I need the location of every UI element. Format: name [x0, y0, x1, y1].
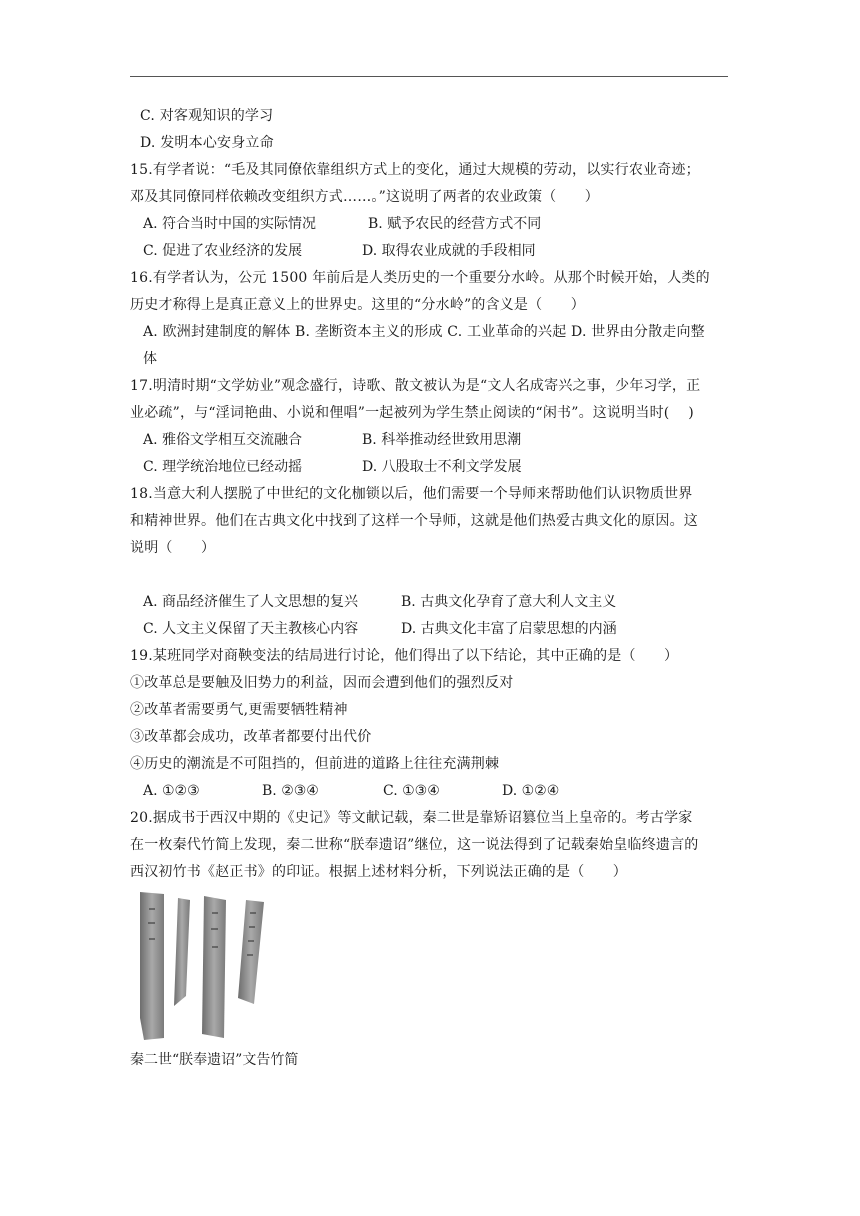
question-19-statement: ④历史的潮流是不可阻挡的，但前进的道路上往往充满荆棘	[130, 756, 500, 772]
question-17-stem: 17.明清时期“文学妨业”观念盛行，诗歌、散文被认为是“文人名成寄兴之事，少年习学，正	[130, 378, 701, 394]
question-15-option-b: B. 赋予农民的经营方式不同	[368, 216, 542, 232]
question-20-stem: 在一枚秦代竹简上发现，秦二世称“朕奉遗诏”继位，这一说法得到了记载秦始皇临终遗言的	[130, 837, 699, 853]
question-17-option-c: C. 理学统治地位已经动摇	[143, 459, 303, 475]
question-15-option-c: C. 促进了农业经济的发展	[143, 243, 303, 259]
question-18-option-d: D. 古典文化丰富了启蒙思想的内涵	[401, 621, 617, 637]
question-17-option-a: A. 雅俗文学相互交流融合	[143, 432, 303, 448]
question-19-option-c: C. ①③④	[383, 783, 440, 799]
question-18-stem: 说明（ ）	[130, 540, 216, 556]
question-18-stem: 和精神世界。他们在古典文化中找到了这样一个导师，这就是他们热爱古典文化的原因。这	[130, 513, 698, 529]
question-19-statement: ①改革总是要触及旧势力的利益，因而会遭到他们的强烈反对	[130, 675, 514, 691]
question-19-option-b: B. ②③④	[262, 783, 319, 799]
question-20-stem: 西汉初竹书《赵正书》的印证。根据上述材料分析，下列说法正确的是（ ）	[130, 864, 627, 880]
question-16-stem: 16.有学者认为，公元 1500 年前后是人类历史的一个重要分水岭。从那个时候开始，人类的	[130, 270, 710, 286]
question-18-stem: 18.当意大利人摆脱了中世纪的文化枷锁以后，他们需要一个导师来帮助他们认识物质世界	[130, 486, 693, 502]
bamboo-slips-image	[134, 888, 274, 1040]
question-15-option-a: A. 符合当时中国的实际情况	[143, 216, 317, 232]
header-rule	[130, 76, 728, 77]
question-17-option-d: D. 八股取士不利文学发展	[362, 459, 522, 475]
question-19-stem: 19.某班同学对商鞅变法的结局进行讨论，他们得出了以下结论，其中正确的是（ ）	[130, 648, 679, 664]
bamboo-slip	[238, 900, 264, 1004]
bamboo-slip	[140, 892, 164, 1040]
question-18-option-a: A. 商品经济催生了人文思想的复兴	[143, 594, 359, 610]
bamboo-slip	[174, 898, 190, 1006]
question-18-option-c: C. 人文主义保留了天主教核心内容	[143, 621, 359, 637]
question-20-stem: 20.据成书于西汉中期的《史记》等文献记载，秦二世是靠矫诏篡位当上皇帝的。考古学家	[130, 810, 693, 826]
image-caption: 秦二世“朕奉遗诏”文告竹简	[130, 1052, 299, 1068]
question-16-options: 体	[143, 351, 158, 367]
question-18-option-b: B. 古典文化孕育了意大利人文主义	[401, 594, 617, 610]
question-16-stem: 历史才称得上是真正意义上的世界史。这里的“分水岭”的含义是（ ）	[130, 297, 585, 313]
question-19-statement: ②改革者需要勇气,更需要牺牲精神	[130, 702, 348, 718]
question-15-stem: 15.有学者说：“毛及其同僚依靠组织方式上的变化，通过大规模的劳动，以实行农业奇迹；	[130, 162, 700, 178]
question-19-option-a: A. ①②③	[143, 783, 200, 799]
question-15-stem: 邓及其同僚同样依赖改变组织方式……。”这说明了两者的农业政策（ ）	[130, 189, 599, 205]
bamboo-slip	[202, 896, 226, 1038]
question-15-option-d: D. 取得农业成就的手段相同	[362, 243, 536, 259]
option-c: C. 对客观知识的学习	[140, 108, 274, 124]
question-19-statement: ③改革都会成功，改革者都要付出代价	[130, 729, 372, 745]
question-16-options: A. 欧洲封建制度的解体 B. 垄断资本主义的形成 C. 工业革命的兴起 D. 世界由分散走向整	[143, 324, 705, 340]
option-d: D. 发明本心安身立命	[140, 135, 274, 151]
question-17-stem: 业必疏”，与“淫词艳曲、小说和俚唱”一起被列为学生禁止阅读的“闲书”。这说明当时( )	[130, 405, 694, 421]
question-17-option-b: B. 科举推动经世致用思潮	[362, 432, 522, 448]
question-19-option-d: D. ①②④	[502, 783, 560, 799]
